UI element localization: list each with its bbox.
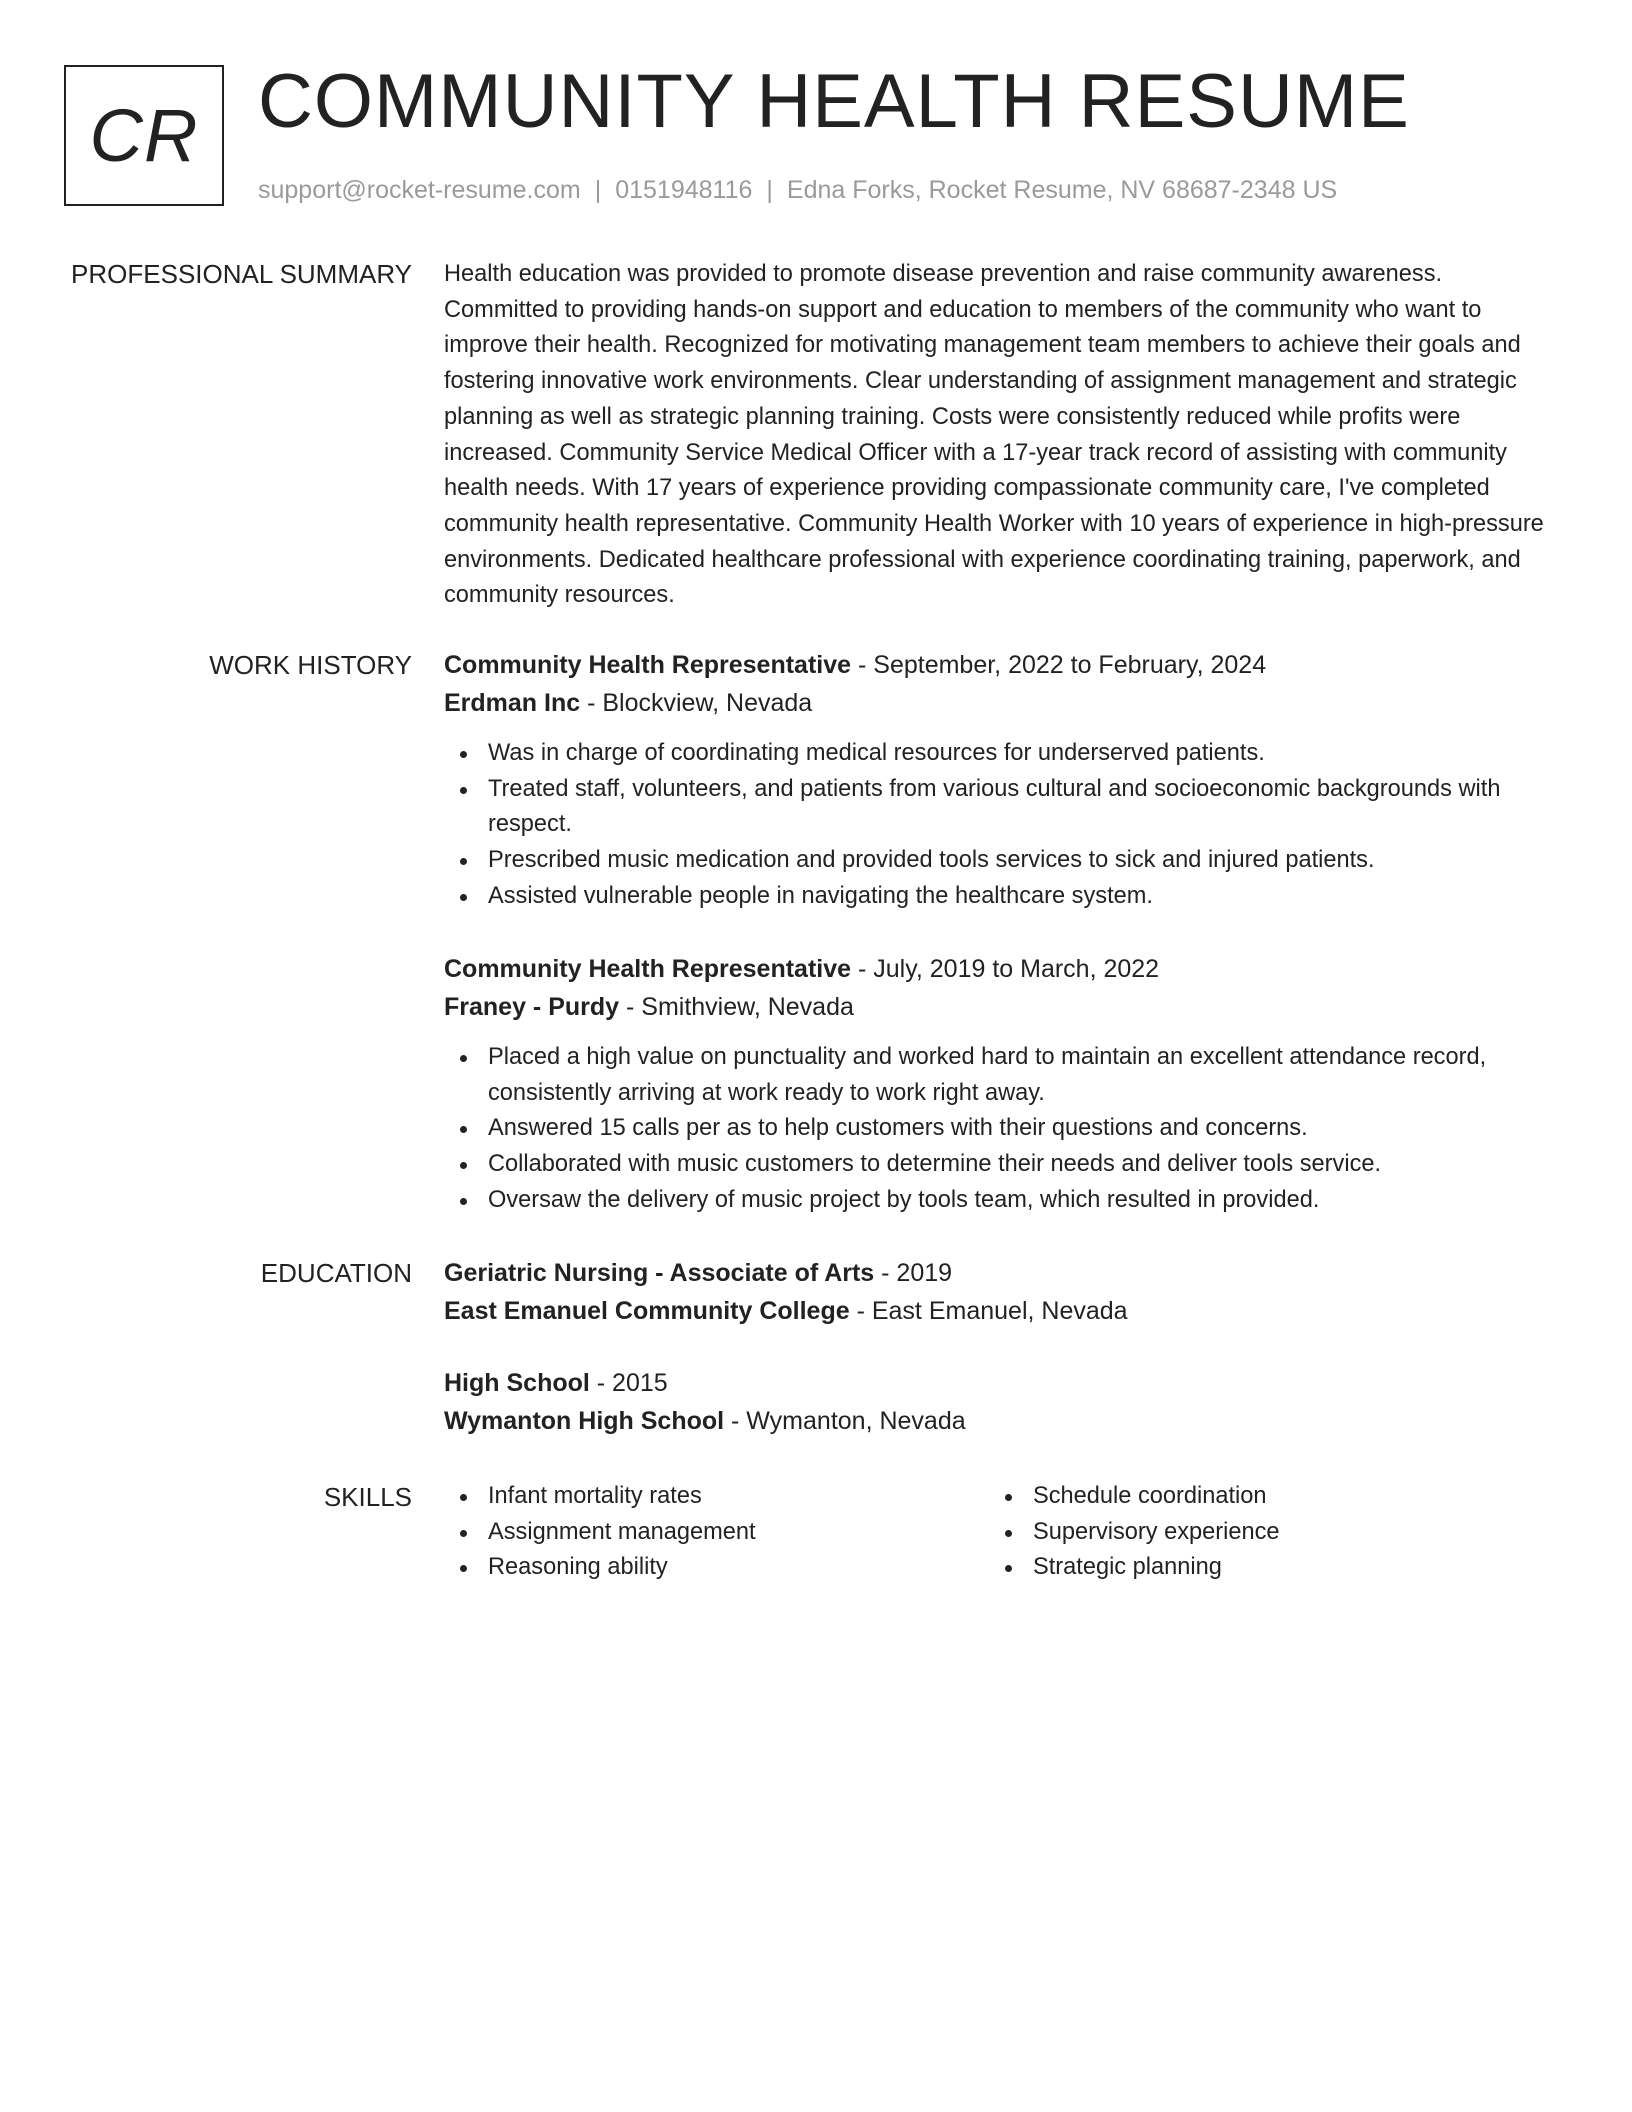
- job-location: - Blockview, Nevada: [580, 689, 813, 717]
- school-location: - Wymanton, Nevada: [724, 1407, 966, 1435]
- job-bullet: Treated staff, volunteers, and patients from various cultural and socioeconomic backgrounds with respect.: [444, 772, 1556, 843]
- job-bullet: Oversaw the delivery of music project by tools team, which resulted in provided.: [444, 1183, 1556, 1219]
- job-title: Community Health Representative: [444, 955, 852, 983]
- contact-email: support@rocket-resume.com: [258, 176, 581, 204]
- job-bullet: Answered 15 calls per as to help customers with their questions and concerns.: [444, 1111, 1556, 1147]
- degree-name: Geriatric Nursing - Associate of Arts: [444, 1259, 875, 1287]
- summary-text: Health education was provided to promote disease prevention and raise community awareness. Committed to providing hands-on support and education to members of the community who want to improve their health. Recognized for motivating management team members to achieve their goals and fostering innovative work environments. Clear understanding of assignment management and strategic planning as well as strategic planning training. Costs were consistently reduced while profits were increased. Community Service Medical Officer with a 17-year track record of assisting with community health needs. With 17 years of experience providing compassionate community care, I've completed community health representative. Community Health Worker with 10 years of experience in high-pressure environments. Dedicated healthcare professional with experience coordinating training, paperwork, and community resources.: [444, 261, 1544, 609]
- job-company-line: [444, 684, 1556, 722]
- skills-columns: [444, 1479, 1556, 1586]
- contact-line: [258, 173, 1337, 207]
- degree-year: - 2015: [589, 1369, 668, 1397]
- job-bullet: Was in charge of coordinating medical resources for underserved patients.: [444, 736, 1556, 772]
- job-bullets: [444, 736, 1556, 915]
- monogram-initials: CR: [89, 94, 199, 177]
- job-bullets: [444, 1040, 1556, 1219]
- contact-separator: |: [594, 176, 602, 204]
- job-bullet: Placed a high value on punctuality and worked hard to maintain an excellent attendance record, consistently arriving at work ready to work right away.: [444, 1040, 1556, 1111]
- monogram-box: [64, 65, 224, 206]
- skill-item: Infant mortality rates: [444, 1479, 989, 1515]
- skills-list-left: [444, 1479, 989, 1586]
- contact-phone: 0151948116: [615, 176, 753, 204]
- school-name: East Emanuel Community College: [444, 1297, 850, 1325]
- school-name: Wymanton High School: [444, 1407, 725, 1435]
- school-line: [444, 1402, 1556, 1440]
- contact-separator: |: [766, 176, 773, 204]
- degree-line: [444, 1364, 1556, 1402]
- degree-line: [444, 1254, 1556, 1292]
- resume-title: COMMUNITY HEALTH RESUME: [258, 59, 1410, 144]
- job-title-line: [444, 950, 1556, 988]
- education-entry: [444, 1254, 1556, 1330]
- job-dates: - September, 2022 to February, 2024: [851, 651, 1267, 679]
- education-entry: [444, 1364, 1556, 1440]
- job-bullet: Assisted vulnerable people in navigating the healthcare system.: [444, 879, 1556, 915]
- degree-name: High School: [444, 1369, 590, 1397]
- skill-item: Supervisory experience: [989, 1515, 1534, 1551]
- job-entry: [444, 646, 1556, 915]
- job-location: - Smithview, Nevada: [619, 993, 854, 1021]
- job-company-line: [444, 988, 1556, 1026]
- skill-item: Assignment management: [444, 1515, 989, 1551]
- summary-heading: PROFESSIONAL SUMMARY: [71, 259, 412, 289]
- school-location: - East Emanuel, Nevada: [849, 1297, 1128, 1325]
- job-company: Erdman Inc: [444, 689, 581, 717]
- job-bullet: Collaborated with music customers to determine their needs and deliver tools service.: [444, 1147, 1556, 1183]
- skill-item: Strategic planning: [989, 1550, 1534, 1586]
- skills-list-right: [989, 1479, 1534, 1586]
- skills-heading: SKILLS: [323, 1482, 412, 1512]
- job-title: Community Health Representative: [444, 651, 852, 679]
- education-heading: EDUCATION: [260, 1258, 412, 1288]
- job-bullet: Prescribed music medication and provided tools services to sick and injured patients.: [444, 843, 1556, 879]
- job-dates: - July, 2019 to March, 2022: [851, 955, 1160, 983]
- contact-address: Edna Forks, Rocket Resume, NV 68687-2348 US: [786, 176, 1338, 204]
- job-entry: [444, 950, 1556, 1219]
- work-history-heading: WORK HISTORY: [209, 650, 412, 680]
- job-company: Franey - Purdy: [444, 993, 620, 1021]
- job-title-line: [444, 646, 1556, 684]
- school-line: [444, 1292, 1556, 1330]
- skill-item: Reasoning ability: [444, 1550, 989, 1586]
- degree-year: - 2019: [874, 1259, 953, 1287]
- summary-body: [444, 257, 1556, 614]
- skill-item: Schedule coordination: [989, 1479, 1534, 1515]
- skills-body: [444, 1479, 1556, 1586]
